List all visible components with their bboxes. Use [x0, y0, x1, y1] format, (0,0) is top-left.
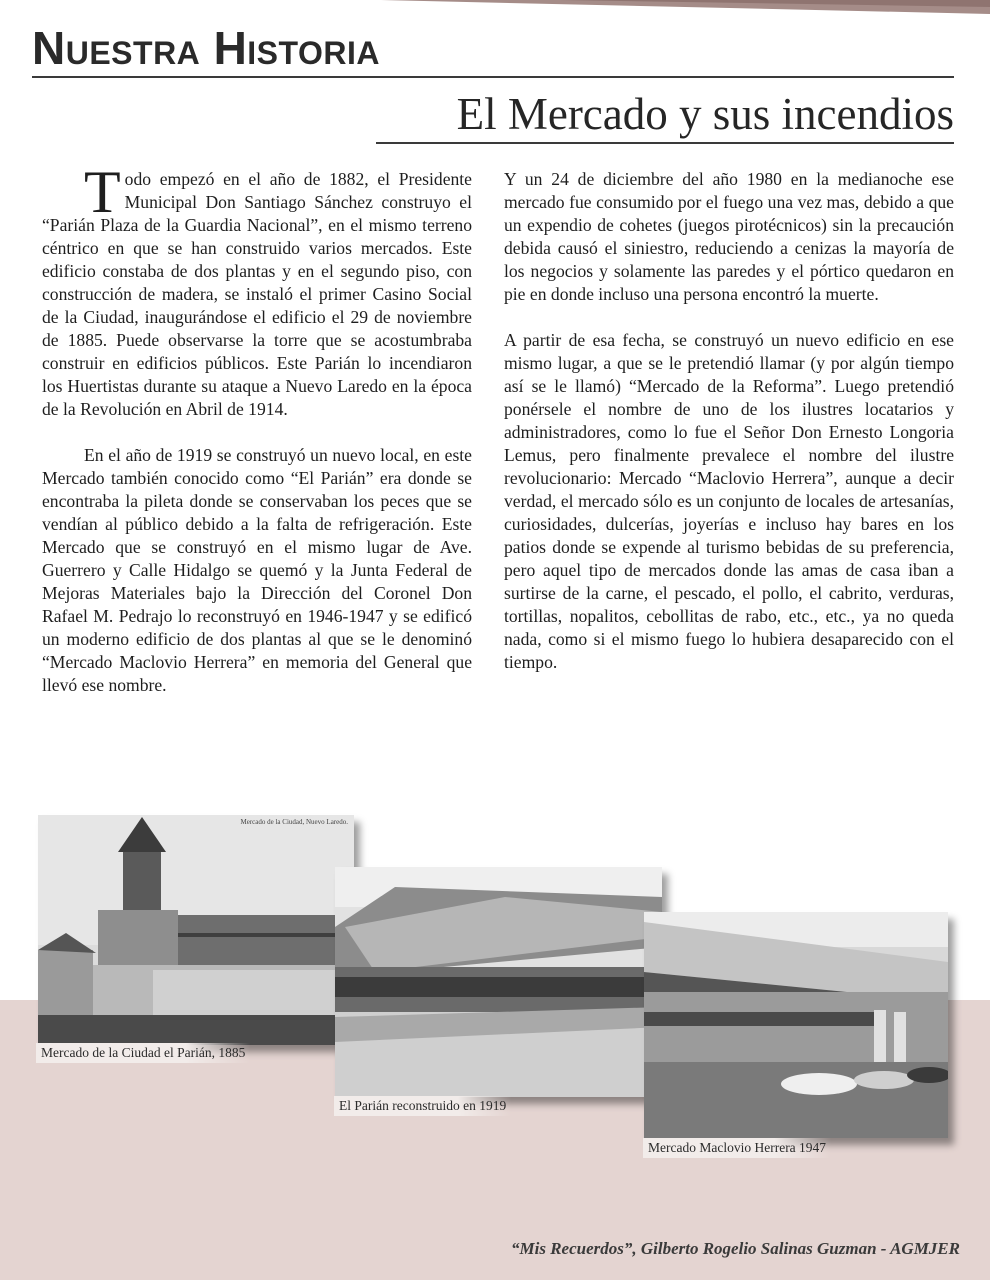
decorative-top-band — [0, 0, 990, 14]
article-title: El Mercado y sus incendios — [456, 89, 954, 139]
subtitle-divider — [376, 142, 954, 144]
title-divider — [32, 76, 954, 78]
paragraph-3: Y un 24 de diciembre del año 1980 en la medianoche ese mercado fue consumido por el fuego una vez mas, debido a que un expendio de cohetes (juegos pirotécnicos) sin la precaución debida causó el siniestro, reduciendo a cenizas la mayoría de los negocios y solamente las paredes y el pórtico quedaron en pie en donde incluso una persona encontró la muerte. — [504, 169, 954, 304]
photo-maclovio-herrera-1947-image — [644, 912, 948, 1138]
footer-credit: “Mis Recuerdos”, Gilberto Rogelio Salinas Guzman - AGMJER — [511, 1239, 960, 1258]
left-column — [42, 159, 472, 720]
photo-maclovio-herrera-1947 — [644, 912, 948, 1138]
right-column — [504, 168, 954, 697]
photo-inscription: Mercado de la Ciudad, Nuevo Laredo. — [240, 818, 348, 826]
drop-cap: T — [84, 159, 121, 225]
photo-caption-1: Mercado de la Ciudad el Parián, 1885 — [36, 1043, 250, 1063]
photo-parian-1885-image — [38, 815, 354, 1045]
photo-caption-3: Mercado Maclovio Herrera 1947 — [643, 1138, 831, 1158]
section-title: Nuestra Historia — [32, 22, 380, 74]
paragraph-4: A partir de esa fecha, se construyó un nuevo edificio en ese mismo lugar, a que se le pretendió llamar (y por algún tiempo así se le llamó) “Mercado de la Reforma”. Luego pretendió ponérsele el nombre de uno de los ilustres locatarios y administradores, como lo fue el Señor Don Ernesto Longoria Lemus, pero finalmente prevalece el nombre del ilustre revolucionario: Mercado “Maclovio Herrera”, aunque a decir verdad, el mercado sólo es un conjunto de locales de artesanías, curiosidades, dulcerías, joyerías e incluso hay bares en los patios donde se expende al turismo bebidas de su preferencia, pero aquel tipo de mercados donde las amas de casa iban a surtirse de la carne, el pescado, el pollo, el cabrito, verduras, tortillas, nopalitos, cebollitas de rabo, etc., etc., ya no queda nada, como si el mismo fuego lo hubiera desaparecido con el tiempo. — [504, 330, 954, 672]
paragraph-2: En el año de 1919 se construyó un nuevo local, en este Mercado también conocido como “El Parián” era donde se encontraba la pileta donde se conservaban los peces que se vendían al público debido a la falta de refrigeración. Este Mercado que se construyó en el mismo lugar de Ave. Guerrero y Calle Hidalgo se quemó y la Junta Federal de Mejoras Materiales bajo la Dirección del Coronel Don Rafael M. Pedrajo lo reconstruyó en 1946-1947 y se edificó un moderno edificio de dos plantas al que se le denominó “Mercado Maclovio Herrera” en memoria del General que llevó ese nombre. — [42, 445, 472, 695]
paragraph-1 — [42, 159, 472, 421]
paragraph-1-text: odo empezó en el año de 1882, el Presidente Municipal Don Santiago Sánchez construyo el “Parián Plaza de la Guardia Nacional”, en el mismo terreno céntrico en que se han construido varios mercados. Este edificio constaba de dos plantas y en el segundo piso, con construcción de madera, se instaló el primer Casino Social de la Ciudad, inaugurándose el edificio el 29 de noviembre de 1885. Puede observarse la torre que se acostumbraba construir en edificios públicos. Este Parián lo incendiaron los Huertistas durante su ataque a Nuevo Laredo en la época de la Revolución en Abril de 1914. — [42, 169, 472, 419]
photo-parian-1919 — [335, 867, 662, 1097]
photo-parian-1885 — [38, 815, 354, 1045]
photo-parian-1919-image — [335, 867, 662, 1097]
photo-caption-2: El Parián reconstruido en 1919 — [334, 1096, 511, 1116]
